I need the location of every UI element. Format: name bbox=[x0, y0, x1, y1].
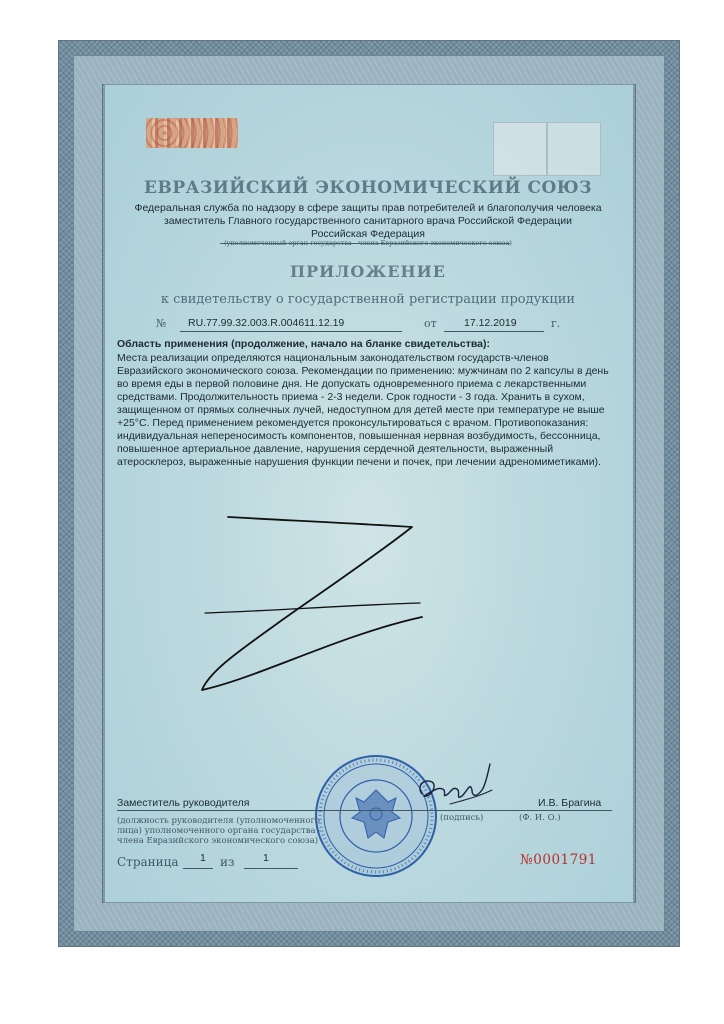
signature-caption: (подпись) bbox=[440, 813, 484, 823]
registration-date: 17.12.2019 bbox=[464, 317, 517, 329]
page-total: 1 bbox=[263, 852, 269, 864]
faded-mark-right bbox=[547, 122, 601, 176]
page-of-label: из bbox=[220, 855, 235, 869]
hologram-sticker-icon bbox=[146, 118, 238, 148]
scope-title: Область применения (продолжение, начало на бланке свидетельства): bbox=[117, 338, 490, 350]
z-strike-mark bbox=[190, 505, 430, 705]
date-underline bbox=[444, 331, 544, 332]
page-total-underline bbox=[244, 868, 298, 869]
agency-line-3: Российская Федерация bbox=[311, 228, 425, 240]
faded-mark-left bbox=[493, 122, 547, 176]
handwritten-signature-icon bbox=[410, 760, 500, 815]
page-label: Страница bbox=[117, 855, 179, 869]
number-label: № bbox=[156, 317, 167, 330]
number-underline bbox=[180, 331, 402, 332]
signer-name: И.В. Брагина bbox=[538, 797, 602, 809]
page-current: 1 bbox=[200, 852, 206, 864]
appendix-heading: ПРИЛОЖЕНИЕ bbox=[290, 262, 446, 281]
position-caption: (должность руководителя (уполномоченного лица) уполномоченного органа государства - члена Евразийского экономического союза) bbox=[117, 816, 322, 846]
scope-text: Места реализации определяются национальным законодательством государств-членов Евразийского экономического союза. Рекомендации по применению: мужчинам по 2 капсулы в день во время еды в первой половине дня. Не допускать одновременного приема с лекарственными средствами. Продолжительность приема - 2-3 недели. Срок годности - 3 года. Хранить в сухом, защищенном от прямых солнечных лучей, недоступном для детей месте при температуре не выше +25°С. Перед применением рекомендуется проконсультироваться с врачом. Противопоказания: индивидуальная непереносимость компонентов, повышенная нервная возбудимость, бессонница, повышенное артериальное давление, нарушения сердечной деятельности, выраженный атеросклероз, выраженные нарушения функции печени и почек, при лечении адреномиметиками). bbox=[117, 352, 609, 468]
name-caption: (Ф. И. О.) bbox=[519, 813, 561, 823]
signer-underline bbox=[117, 810, 612, 811]
serial-number: №0001791 bbox=[520, 852, 597, 868]
agency-line-1: Федеральная служба по надзору в сфере защиты прав потребителей и благополучия человека bbox=[134, 202, 602, 214]
agency-line-2: заместитель Главного государственного санитарного врача Российской Федерации bbox=[163, 215, 573, 227]
page-current-underline bbox=[183, 868, 213, 869]
appendix-subheading: к свидетельству о государственной регистрации продукции bbox=[160, 292, 576, 307]
registration-number: RU.77.99.32.003.R.004611.12.19 bbox=[188, 317, 345, 329]
date-label: от bbox=[424, 317, 437, 330]
signer-position: Заместитель руководителя bbox=[117, 797, 250, 809]
union-title: ЕВРАЗИЙСКИЙ ЭКОНОМИЧЕСКИЙ СОЮЗ bbox=[144, 178, 592, 198]
agency-block bbox=[130, 202, 606, 241]
agency-caption: (уполномоченный орган государства - члена Евразийского экономического союза) bbox=[224, 239, 512, 247]
year-suffix: г. bbox=[551, 317, 561, 330]
